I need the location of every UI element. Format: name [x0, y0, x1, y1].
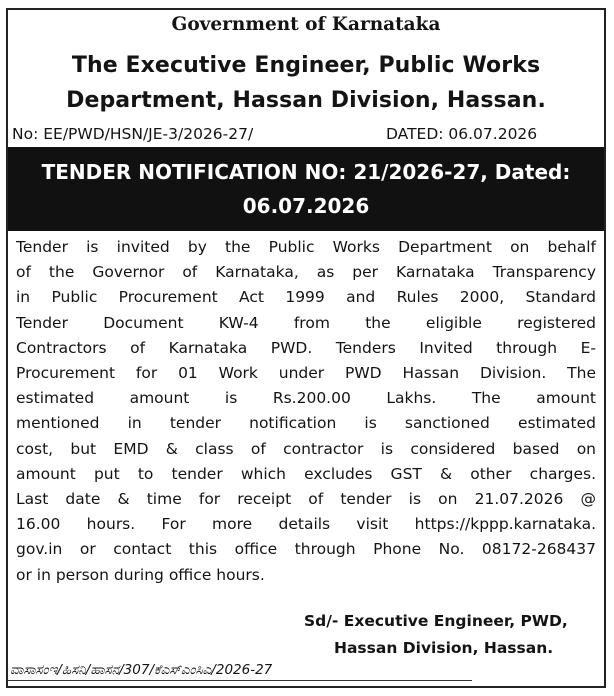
office-title — [8, 48, 604, 118]
body-line: Tender is invited by the Public Works Department on behalf — [16, 238, 596, 256]
body-line: gov.in or contact this office through Phone No. 08172-268437 — [16, 540, 596, 559]
body-line: mentioned in tender notification is sanctioned estimated — [16, 414, 596, 433]
signature-line-1: Sd/- Executive Engineer, PWD, — [304, 612, 568, 630]
body-line: Tender Document KW-4 from the eligible registered — [16, 313, 596, 332]
body-line: Last date & time for receipt of tender is on 21.07.2026 @ — [16, 490, 596, 509]
tender-notification-line-2: 06.07.2026 — [242, 194, 370, 218]
reference-line — [8, 122, 604, 146]
footer-code: ವಾಸಾಸಂಇ/ಹಿಸನಿ/ಹಾಸನ/307/ಕೆಎಸ್‌ಎಂಸಿಎ/2026-27 — [10, 662, 273, 678]
body-line: estimated amount is Rs.200.00 Lakhs. The amount — [16, 389, 596, 408]
tender-notification-line-1: TENDER NOTIFICATION NO: 21/2026-27, Dated: — [41, 160, 571, 184]
reference-date: DATED: 06.07.2026 — [386, 125, 538, 143]
body-line: 16.00 hours. For more details visit https://kppp.karnataka. — [16, 515, 596, 534]
body-line: of the Governor of Karnataka, as per Karnataka Transparency — [16, 263, 596, 282]
body-line: Contractors of Karnataka PWD. Tenders Invited through E- — [16, 338, 596, 357]
body-line: Procurement for 01 Work under PWD Hassan Division. The — [16, 364, 596, 383]
office-title-line-2: Department, Hassan Division, Hassan. — [66, 88, 546, 113]
tender-notification-banner — [8, 147, 604, 231]
office-title-line-1: The Executive Engineer, Public Works — [71, 53, 541, 78]
body-line: in Public Procurement Act 1999 and Rules 2000, Standard — [16, 288, 596, 307]
body-line: amount put to tender which excludes GST & other charges. — [16, 464, 596, 483]
body-line: or in person during office hours. — [16, 565, 265, 584]
signature-block — [304, 608, 568, 662]
footer-rule — [8, 680, 472, 681]
body-line: cost, but EMD & class of contractor is considered based on — [16, 439, 596, 458]
signature-line-2: Hassan Division, Hassan. — [334, 639, 554, 657]
tender-notice — [6, 8, 606, 688]
reference-number: No: EE/PWD/HSN/JE-3/2026-27/ — [12, 125, 254, 143]
government-heading: Government of Karnataka — [171, 14, 441, 35]
notice-body — [16, 235, 596, 588]
